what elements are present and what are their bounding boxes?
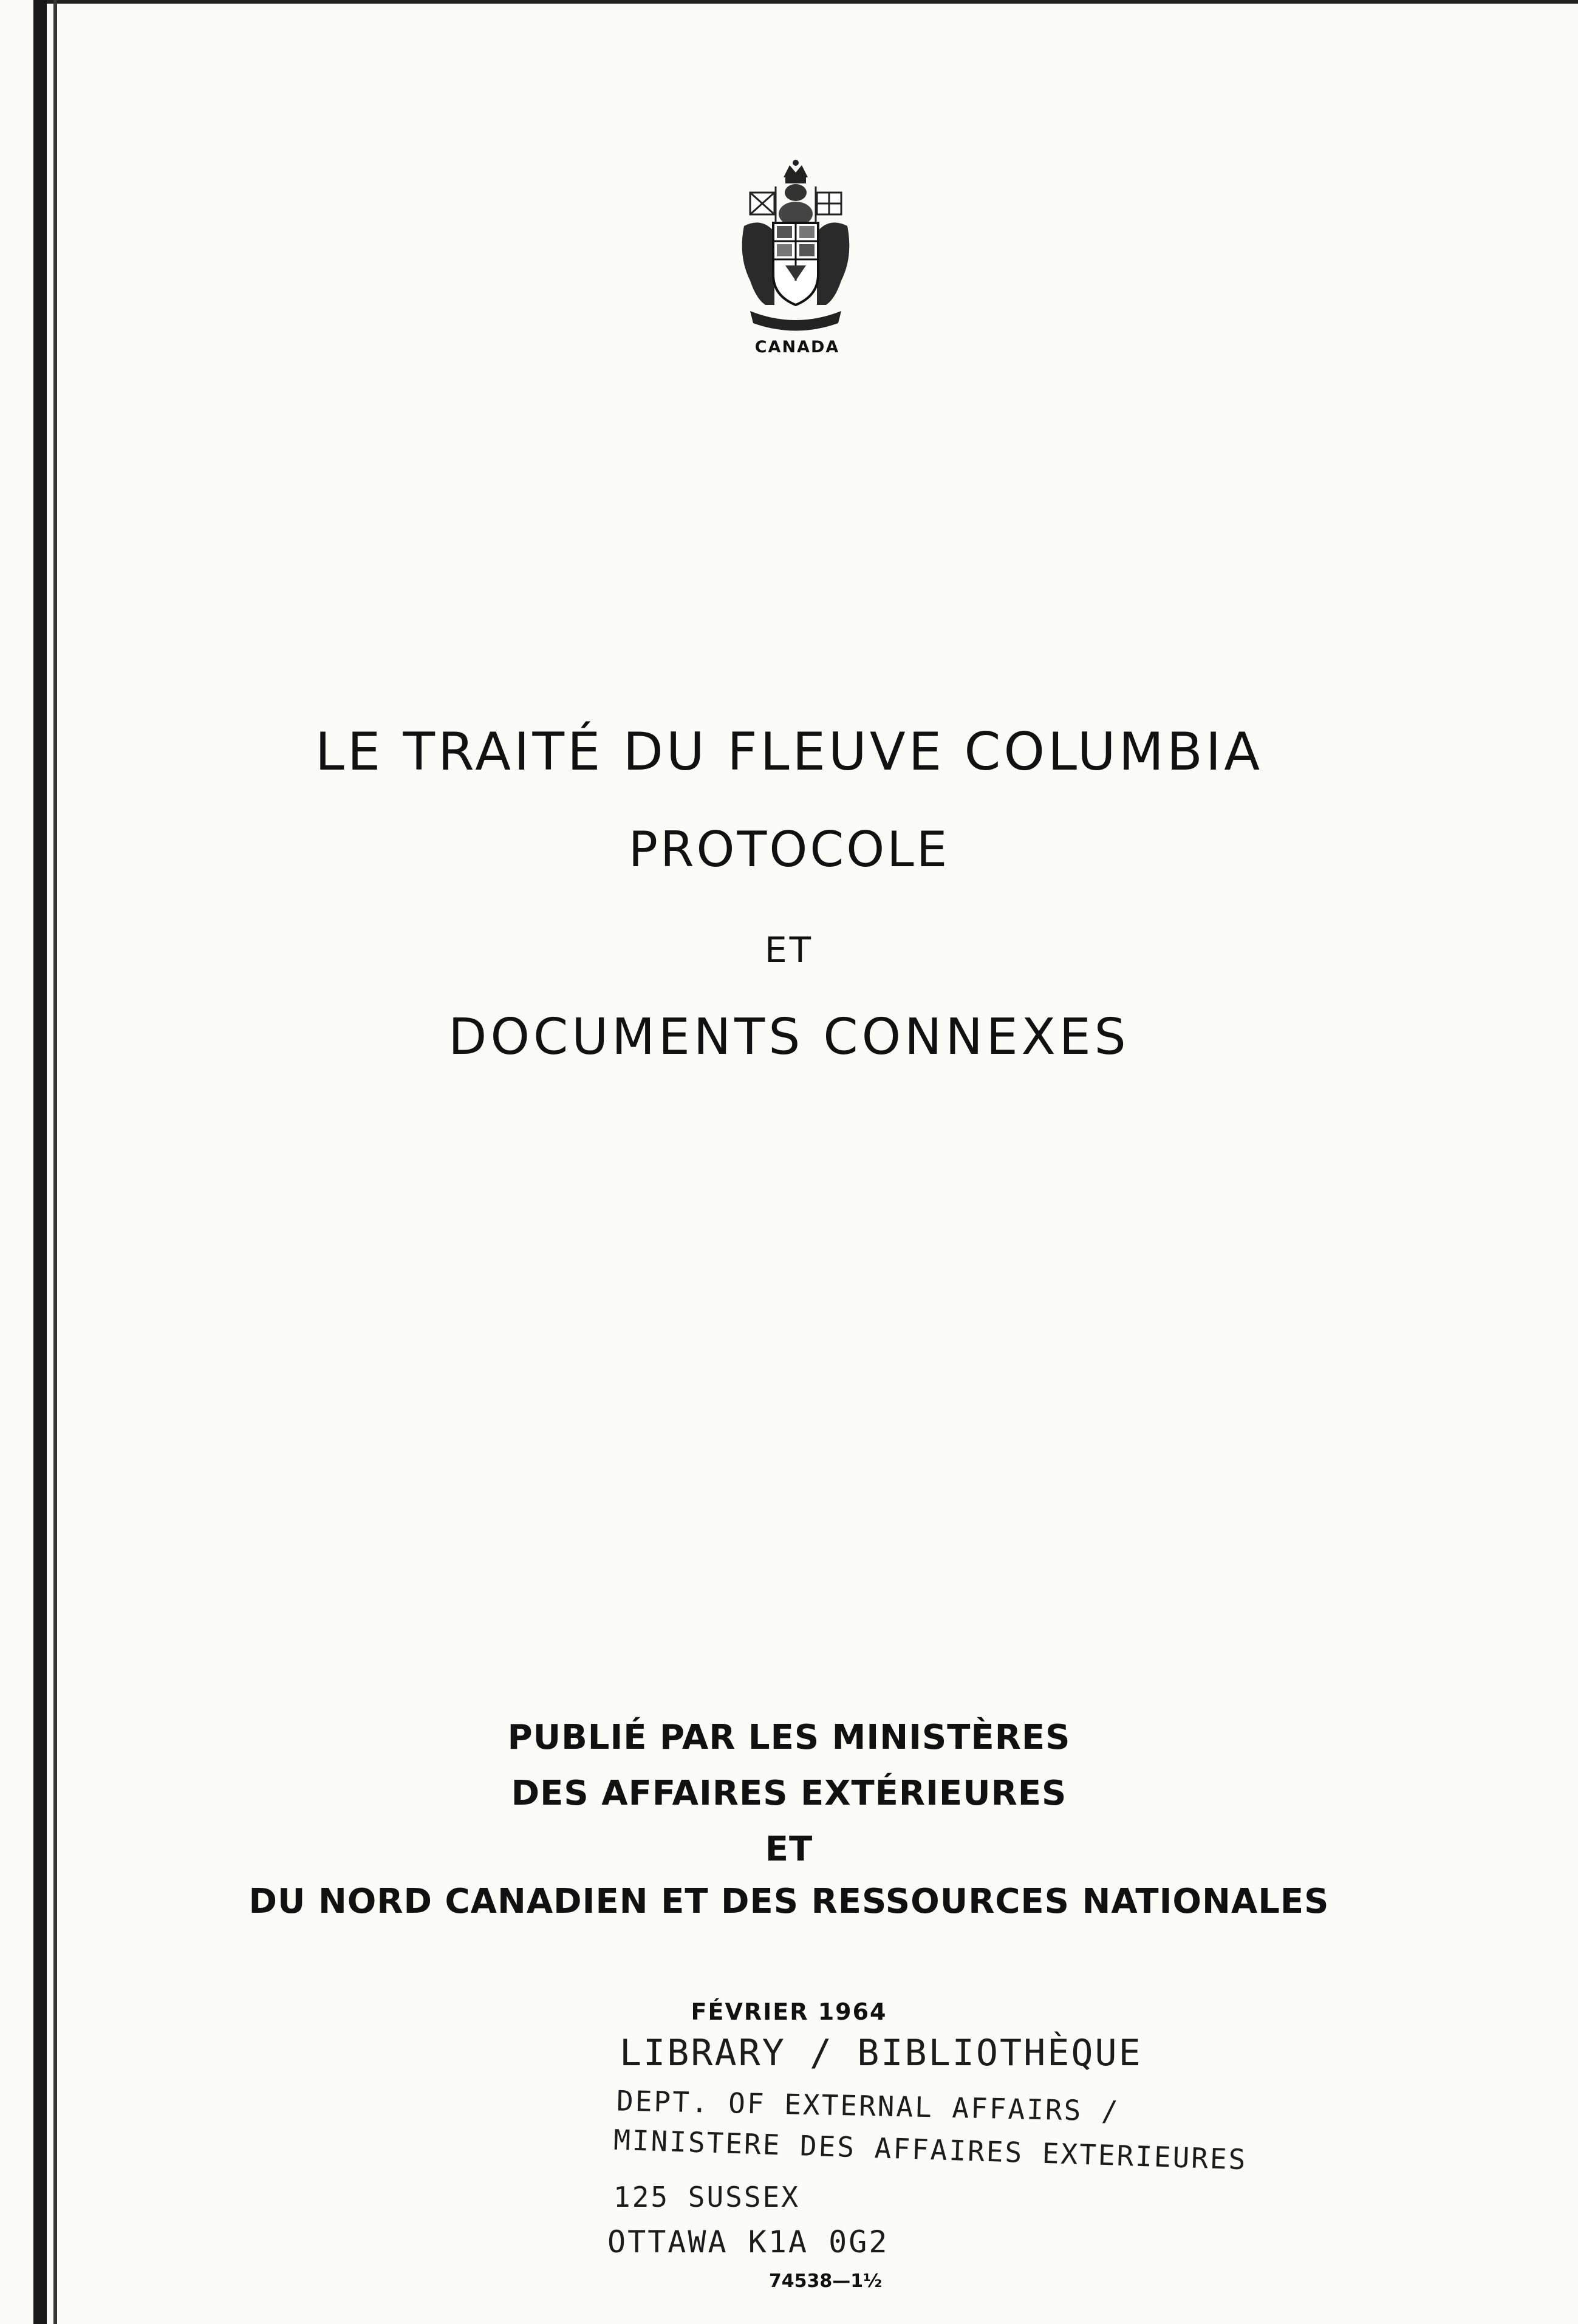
publisher-line-3: ET <box>765 1830 813 1869</box>
publication-date: FÉVRIER 1964 <box>691 1998 887 2025</box>
title-line-3: ET <box>764 929 814 971</box>
title-line-2: PROTOCOLE <box>628 821 950 878</box>
scan-top-edge <box>33 0 1578 4</box>
publisher-line-2: DES AFFAIRES EXTÉRIEURES <box>511 1774 1067 1813</box>
library-stamp-line-5: OTTAWA K1A 0G2 <box>607 2224 889 2260</box>
library-stamp-line-4: 125 SUSSEX <box>613 2181 800 2213</box>
library-stamp-line-2: DEPT. OF EXTERNAL AFFAIRS / <box>616 2084 1121 2128</box>
print-code: 74538—1½ <box>768 2271 883 2292</box>
publisher-line-4: DU NORD CANADIEN ET DES RESSOURCES NATIONALES <box>248 1882 1330 1921</box>
library-stamp-line-3: MINISTERE DES AFFAIRES EXTERIEURES <box>613 2123 1248 2176</box>
crest-label: CANADA <box>754 338 840 357</box>
binding-edge <box>33 0 47 2324</box>
binding-edge-line <box>53 0 57 2324</box>
title-line-1: LE TRAITÉ DU FLEUVE COLUMBIA <box>315 722 1263 782</box>
publisher-line-1: PUBLIÉ PAR LES MINISTÈRES <box>507 1718 1071 1757</box>
title-line-4: DOCUMENTS CONNEXES <box>448 1008 1130 1066</box>
library-stamp-line-1: LIBRARY / BIBLIOTHÈQUE <box>620 2032 1143 2074</box>
coat-of-arms-icon <box>732 159 859 335</box>
